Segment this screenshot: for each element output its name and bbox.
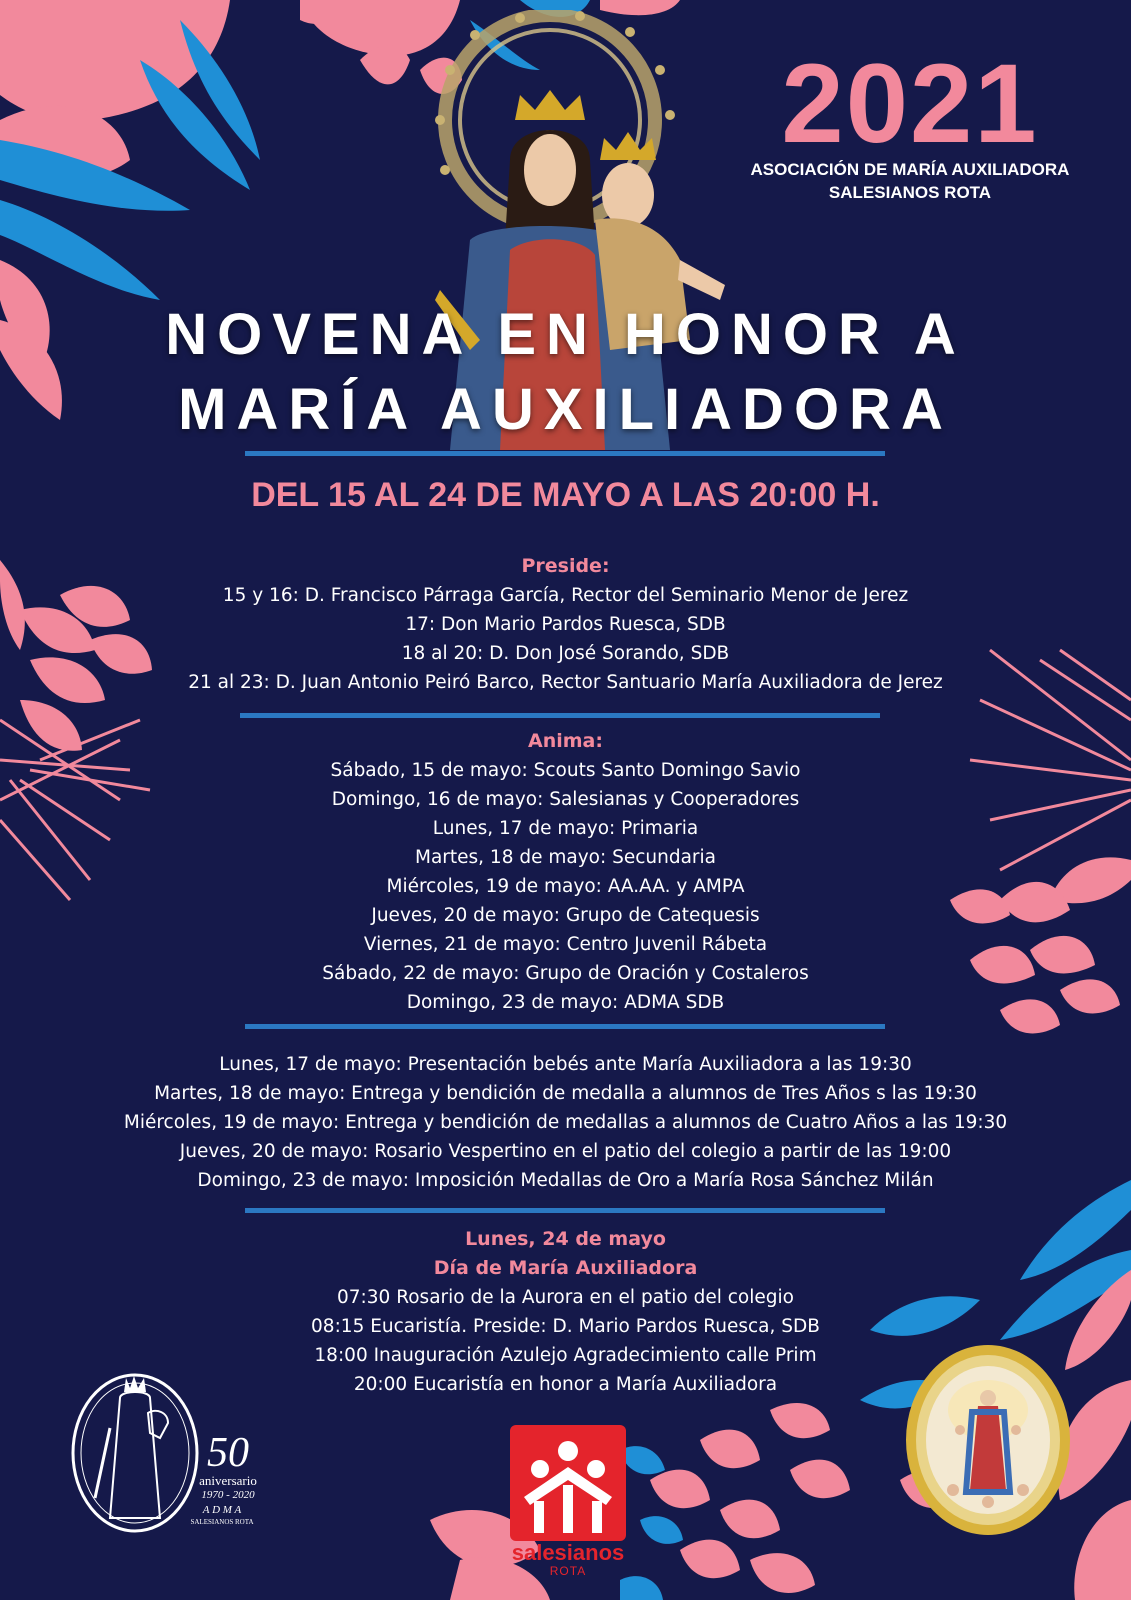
divider	[245, 1208, 885, 1213]
anima-line: Domingo, 16 de mayo: Salesianas y Cooperadores	[331, 789, 800, 810]
main-day-line: 18:00 Inauguración Azulejo Agradecimiento calle Prim	[314, 1345, 817, 1366]
anima-line: Domingo, 23 de mayo: ADMA SDB	[406, 992, 725, 1013]
anima-line: Sábado, 15 de mayo: Scouts Santo Domingo Savio	[330, 760, 801, 781]
adma-years: 1970 - 2020	[201, 1489, 255, 1501]
anima-line: Sábado, 22 de mayo: Grupo de Oración y Costaleros	[322, 963, 809, 984]
anima-section	[0, 727, 1131, 1017]
anima-line: Viernes, 21 de mayo: Centro Juvenil Rábeta	[363, 934, 768, 955]
event-line: Jueves, 20 de mayo: Rosario Vespertino en el patio del colegio a partir de las 19:00	[179, 1141, 952, 1162]
divider	[245, 1024, 885, 1029]
adma-sub: SALESIANOS ROTA	[190, 1518, 254, 1526]
event-line: Domingo, 23 de mayo: Imposición Medallas de Oro a María Rosa Sánchez Milán	[197, 1170, 934, 1191]
preside-heading: Preside:	[521, 555, 610, 577]
preside-line: 15 y 16: D. Francisco Párraga García, Rector del Seminario Menor de Jerez	[222, 585, 909, 606]
events-section	[0, 1050, 1131, 1195]
salesianos-name: salesianos	[511, 1540, 625, 1565]
anima-line: Lunes, 17 de mayo: Primaria	[432, 818, 699, 839]
association-line-1: ASOCIACIÓN DE MARÍA AUXILIADORA	[750, 160, 1070, 179]
adma-number: 50	[207, 1430, 249, 1476]
event-line: Miércoles, 19 de mayo: Entrega y bendición de medallas a alumnos de Cuatro Años a las 19:30	[123, 1112, 1008, 1133]
year-label: 2021	[781, 41, 1039, 166]
salesianos-logo	[510, 1425, 626, 1585]
adma-50-logo	[60, 1368, 270, 1538]
salesianos-emblem-icon	[510, 1425, 626, 1541]
preside-line: 17: Don Mario Pardos Ruesca, SDB	[405, 614, 726, 635]
association-line-2: SALESIANOS ROTA	[828, 183, 992, 202]
main-day-line: 07:30 Rosario de la Aurora en el patio del colegio	[337, 1287, 794, 1308]
adma-name: A D M A	[202, 1504, 242, 1516]
dates-banner: DEL 15 AL 24 DE MAYO A LAS 20:00 H.	[251, 476, 880, 514]
framed-virgin-image	[898, 1340, 1078, 1540]
main-day-line: 20:00 Eucaristía en honor a María Auxiliadora	[353, 1374, 778, 1395]
anima-line: Jueves, 20 de mayo: Grupo de Catequesis	[371, 905, 760, 926]
divider	[245, 451, 885, 456]
preside-line: 21 al 23: D. Juan Antonio Peiró Barco, Rector Santuario María Auxiliadora de Jerez	[188, 672, 943, 693]
main-day-title: Día de María Auxiliadora	[433, 1257, 698, 1279]
main-day-date: Lunes, 24 de mayo	[465, 1228, 666, 1250]
main-day-line: 08:15 Eucaristía. Preside: D. Mario Pardos Ruesca, SDB	[311, 1316, 820, 1337]
event-line: Lunes, 17 de mayo: Presentación bebés ante María Auxiliadora a las 19:30	[219, 1054, 912, 1075]
event-line: Martes, 18 de mayo: Entrega y bendición de medalla a alumnos de Tres Años s las 19:30	[154, 1083, 977, 1104]
anima-line: Miércoles, 19 de mayo: AA.AA. y AMPA	[386, 876, 745, 897]
anima-line: Martes, 18 de mayo: Secundaria	[414, 847, 716, 868]
association-name	[710, 158, 1110, 204]
salesianos-place: ROTA	[549, 1564, 587, 1578]
preside-line: 18 al 20: D. Don José Sorando, SDB	[401, 643, 730, 664]
title-line-2: MARÍA AUXILIADORA	[178, 377, 953, 442]
title-line-1: NOVENA EN HONOR A	[165, 302, 966, 367]
adma-word: aniversario	[199, 1473, 257, 1488]
divider	[240, 713, 880, 718]
preside-section	[0, 552, 1131, 697]
anima-heading: Anima:	[528, 730, 603, 752]
